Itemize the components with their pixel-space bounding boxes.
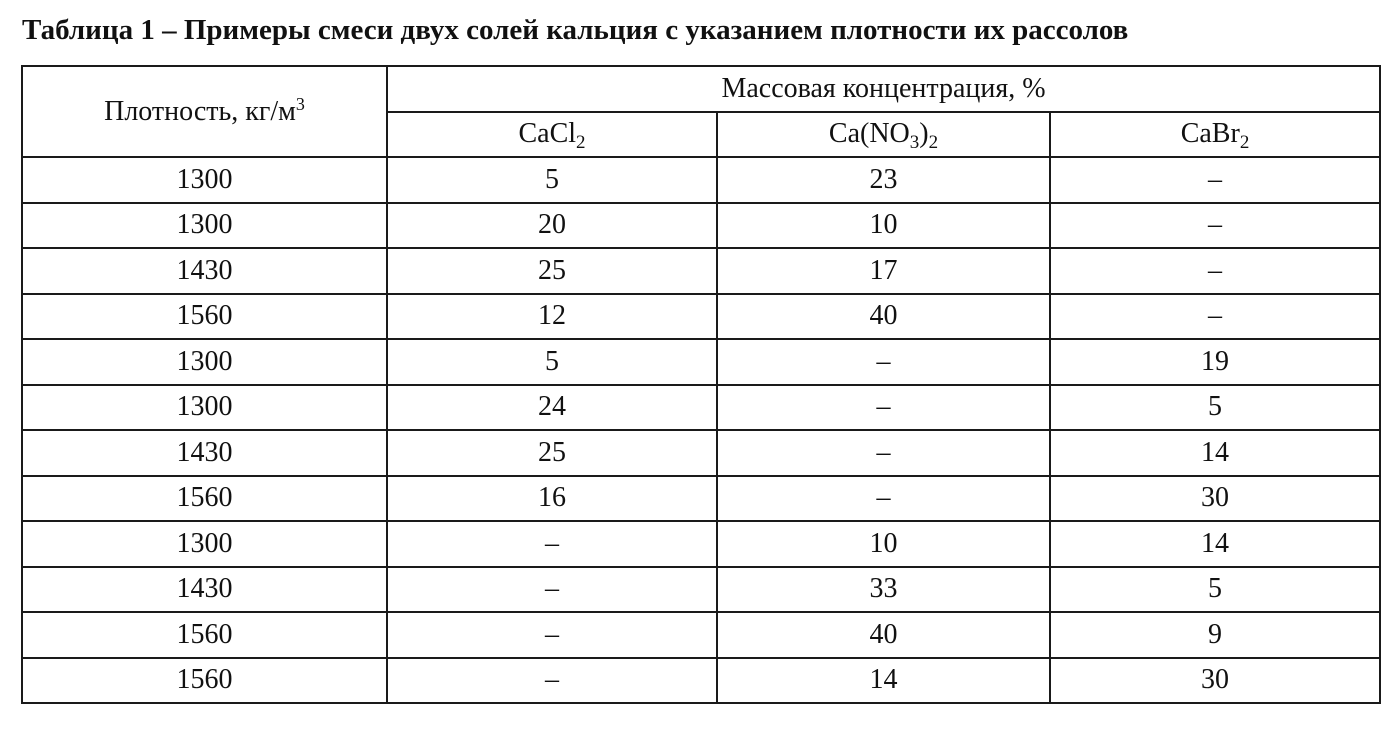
cabr2-cell: 5 (1050, 567, 1380, 613)
table-row (22, 567, 1380, 613)
table-body (22, 157, 1380, 703)
density-cell: 1560 (22, 476, 387, 522)
table-row (22, 521, 1380, 567)
cabr2-cell: 14 (1050, 430, 1380, 476)
cacl2-cell: – (387, 658, 717, 704)
cacl2-cell: 20 (387, 203, 717, 249)
density-cell: 1300 (22, 521, 387, 567)
table-row (22, 385, 1380, 431)
cano32-cell: 40 (717, 294, 1050, 340)
salt-formula-base: Ca(NO (828, 118, 910, 150)
density-cell: 1560 (22, 612, 387, 658)
cano32-cell: 40 (717, 612, 1050, 658)
cano32-cell: 33 (717, 567, 1050, 613)
cabr2-cell: – (1050, 248, 1380, 294)
density-cell: 1430 (22, 430, 387, 476)
table-row (22, 658, 1380, 704)
cacl2-cell: 5 (387, 157, 717, 203)
cacl2-cell: 25 (387, 248, 717, 294)
cano32-cell: 14 (717, 658, 1050, 704)
header-row-group (22, 66, 1380, 112)
cabr2-cell: – (1050, 294, 1380, 340)
table-row (22, 294, 1380, 340)
table-row (22, 430, 1380, 476)
cabr2-cell: 30 (1050, 658, 1380, 704)
cacl2-cell: – (387, 612, 717, 658)
cabr2-cell: – (1050, 203, 1380, 249)
calcium-salts-table (21, 65, 1381, 704)
density-cell: 1560 (22, 294, 387, 340)
cabr2-cell: 9 (1050, 612, 1380, 658)
cacl2-cell: 25 (387, 430, 717, 476)
cacl2-cell: 24 (387, 385, 717, 431)
salt-formula-subscript: 2 (1239, 132, 1250, 154)
density-cell: 1560 (22, 658, 387, 704)
cano32-cell: – (717, 339, 1050, 385)
cacl2-cell: – (387, 521, 717, 567)
salt-formula-tail: ) (919, 118, 929, 150)
table-row (22, 476, 1380, 522)
density-cell: 1300 (22, 157, 387, 203)
salt-formula-subscript-outer: 2 (928, 132, 939, 154)
cano32-cell: 23 (717, 157, 1050, 203)
cabr2-cell: 14 (1050, 521, 1380, 567)
cano32-cell: 17 (717, 248, 1050, 294)
density-column-header (22, 66, 387, 157)
salt-formula-subscript: 2 (576, 132, 586, 154)
cabr2-cell: – (1050, 157, 1380, 203)
salt-header-cacl2 (387, 112, 717, 158)
salt-header-cabr2 (1050, 112, 1380, 158)
cano32-cell: 10 (717, 521, 1050, 567)
mass-concentration-header: Массовая концентрация, % (387, 66, 1380, 112)
density-unit-superscript: 3 (295, 93, 305, 114)
salt-formula-base: CaBr (1180, 118, 1240, 150)
cabr2-cell: 19 (1050, 339, 1380, 385)
cacl2-cell: 16 (387, 476, 717, 522)
table-row (22, 612, 1380, 658)
cacl2-cell: 5 (387, 339, 717, 385)
cacl2-cell: 12 (387, 294, 717, 340)
cano32-cell: – (717, 385, 1050, 431)
cano32-cell: – (717, 430, 1050, 476)
cabr2-cell: 5 (1050, 385, 1380, 431)
table-row (22, 157, 1380, 203)
density-label: Плотность, кг/м (104, 95, 296, 127)
table-row (22, 339, 1380, 385)
density-cell: 1430 (22, 248, 387, 294)
salt-header-cano32 (717, 112, 1050, 158)
density-cell: 1300 (22, 385, 387, 431)
density-cell: 1300 (22, 339, 387, 385)
density-cell: 1430 (22, 567, 387, 613)
table-header (22, 66, 1380, 157)
table-row (22, 248, 1380, 294)
cabr2-cell: 30 (1050, 476, 1380, 522)
salt-formula-subscript: 3 (909, 132, 920, 154)
cano32-cell: 10 (717, 203, 1050, 249)
table-row (22, 203, 1380, 249)
salt-formula-base: CaCl (518, 118, 577, 150)
cano32-cell: – (717, 476, 1050, 522)
table-caption: Таблица 1 – Примеры смеси двух солей кальция с указанием плотности их рассолов (22, 14, 1129, 46)
cacl2-cell: – (387, 567, 717, 613)
density-cell: 1300 (22, 203, 387, 249)
